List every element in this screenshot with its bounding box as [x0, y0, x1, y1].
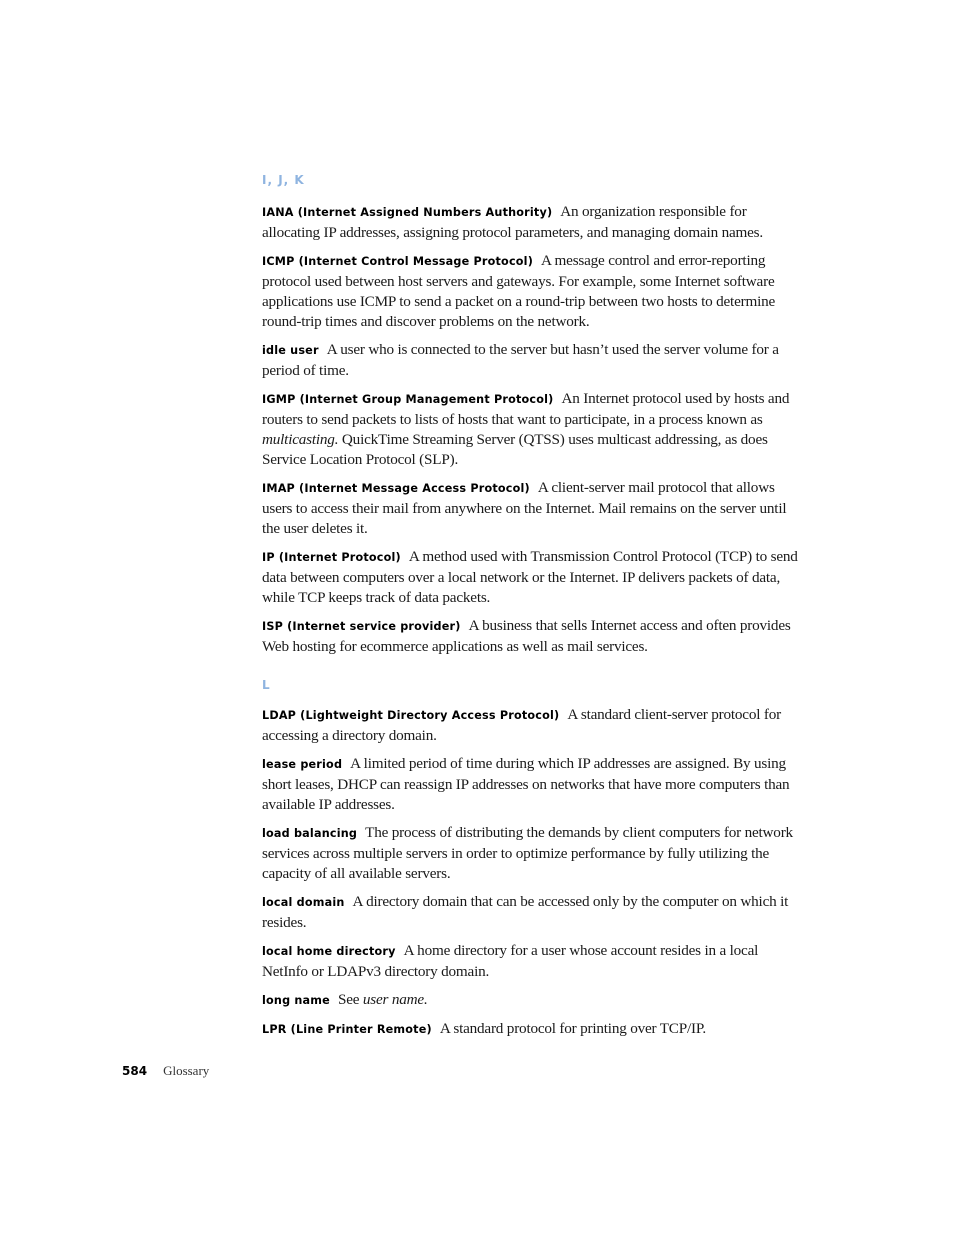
glossary-entry	[262, 340, 807, 381]
glossary-term: idle user	[262, 344, 319, 357]
glossary-term: IANA (Internet Assigned Numbers Authority)	[262, 206, 553, 219]
glossary-entry	[262, 616, 807, 657]
glossary-entry	[262, 547, 807, 608]
glossary-term: ISP (Internet service provider)	[262, 620, 461, 633]
glossary-cross-reference: user name.	[362, 991, 428, 1008]
glossary-definition: A method used with Transmission Control Protocol (TCP) to send data between computers over a local network or the Internet. IP delivers packets of data, while TCP keeps track of data packets.	[262, 548, 798, 606]
glossary-content	[262, 170, 807, 1048]
glossary-entry	[262, 389, 807, 470]
glossary-term: long name	[262, 994, 330, 1007]
glossary-term: lease period	[262, 758, 343, 771]
glossary-term: IP (Internet Protocol)	[262, 551, 401, 564]
glossary-entry	[262, 705, 807, 746]
section-heading-l: L	[262, 678, 271, 692]
glossary-definition: A standard protocol for printing over TCP/IP.	[439, 1020, 707, 1037]
glossary-definition: A client-server mail protocol that allows users to access their mail from anywhere on the Internet. Mail remains on the server until the user deletes it.	[262, 479, 787, 537]
page-footer	[122, 1062, 209, 1080]
glossary-term: local domain	[262, 896, 345, 909]
glossary-term: IMAP (Internet Message Access Protocol)	[262, 482, 530, 495]
glossary-term: local home directory	[262, 945, 396, 958]
glossary-entry	[262, 823, 807, 884]
glossary-definition: See	[337, 991, 360, 1008]
glossary-entry	[262, 754, 807, 815]
glossary-entry	[262, 478, 807, 539]
glossary-definition: A limited period of time during which IP addresses are assigned. By using short leases, DHCP can reassign IP addresses on networks that have more computers than available IP addresses.	[262, 755, 790, 813]
glossary-definition: A directory domain that can be accessed only by the computer on which it resides.	[262, 893, 789, 931]
glossary-term: IGMP (Internet Group Management Protocol)	[262, 393, 554, 406]
glossary-term: LPR (Line Printer Remote)	[262, 1023, 432, 1036]
glossary-definition: An organization responsible for allocating IP addresses, assigning protocol parameters, and managing domain names.	[262, 203, 763, 241]
glossary-definition: A message control and error-reporting protocol used between host servers and gateways. For example, some Internet software applications use ICMP to send a packet on a round-trip between two hosts to determine round-trip times and discover problems on the network.	[262, 252, 776, 330]
glossary-definition-continued: QuickTime Streaming Server (QTSS) uses multicast addressing, as does Service Location Protocol (SLP).	[262, 431, 768, 468]
glossary-definition: A user who is connected to the server but hasn’t used the server volume for a period of time.	[262, 341, 779, 379]
glossary-entry	[262, 990, 807, 1011]
section-heading-ijk: I, J, K	[262, 173, 305, 187]
glossary-entry	[262, 202, 807, 243]
glossary-definition: A business that sells Internet access and often provides Web hosting for ecommerce applications as well as mail services.	[262, 617, 791, 655]
glossary-term: load balancing	[262, 827, 358, 840]
glossary-definition: The process of distributing the demands by client computers for network services across multiple servers in order to optimize performance by fully utilizing the capacity of all available servers.	[262, 824, 793, 882]
glossary-definition: A home directory for a user whose account resides in a local NetInfo or LDAPv3 directory domain.	[262, 942, 759, 980]
glossary-definition-italic: multicasting.	[262, 431, 339, 448]
glossary-term: LDAP (Lightweight Directory Access Protocol)	[262, 709, 560, 722]
glossary-term: ICMP (Internet Control Message Protocol)	[262, 255, 534, 268]
glossary-entry	[262, 1019, 807, 1040]
glossary-definition: A standard client-server protocol for accessing a directory domain.	[262, 706, 781, 744]
footer-label: Glossary	[163, 1063, 210, 1078]
glossary-entry	[262, 892, 807, 933]
page-number: 584	[122, 1064, 148, 1078]
glossary-entry	[262, 251, 807, 332]
glossary-definition: An Internet protocol used by hosts and routers to send packets to lists of hosts that want to participate, in a process known as	[262, 390, 790, 428]
glossary-entry	[262, 941, 807, 982]
